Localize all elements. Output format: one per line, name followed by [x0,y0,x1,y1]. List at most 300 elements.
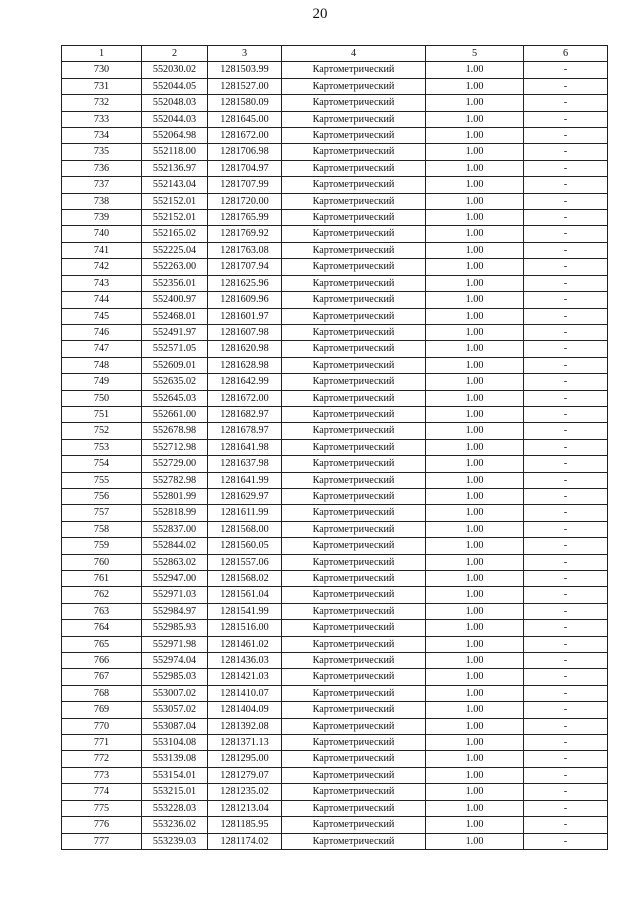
description-cell: - [524,406,608,422]
x-coordinate-cell: 552782.98 [142,472,208,488]
method-cell: Картометрический [282,177,426,193]
accuracy-cell: 1.00 [426,193,524,209]
point-number-cell: 767 [62,669,142,685]
method-cell: Картометрический [282,95,426,111]
y-coordinate-cell: 1281607.98 [208,324,282,340]
point-number-cell: 756 [62,488,142,504]
y-coordinate-cell: 1281707.94 [208,259,282,275]
description-cell: - [524,439,608,455]
x-coordinate-cell: 552571.05 [142,341,208,357]
method-cell: Картометрический [282,144,426,160]
table-row [62,292,608,308]
table-row [62,439,608,455]
method-cell: Картометрический [282,554,426,570]
method-cell: Картометрический [282,341,426,357]
method-cell: Картометрический [282,653,426,669]
accuracy-cell: 1.00 [426,259,524,275]
accuracy-cell: 1.00 [426,374,524,390]
page-number: 20 [312,6,328,22]
point-number-cell: 738 [62,193,142,209]
x-coordinate-cell: 552837.00 [142,521,208,537]
method-cell: Картометрический [282,800,426,816]
x-coordinate-cell: 552143.04 [142,177,208,193]
y-coordinate-cell: 1281410.07 [208,685,282,701]
point-number-cell: 744 [62,292,142,308]
point-number-cell: 736 [62,160,142,176]
method-cell: Картометрический [282,275,426,291]
point-number-cell: 760 [62,554,142,570]
column-header: 2 [142,46,208,62]
x-coordinate-cell: 552491.97 [142,324,208,340]
description-cell: - [524,587,608,603]
point-number-cell: 766 [62,653,142,669]
point-number-cell: 775 [62,800,142,816]
method-cell: Картометрический [282,292,426,308]
table-row [62,374,608,390]
table-row [62,144,608,160]
table-row [62,554,608,570]
table-row [62,587,608,603]
table-row [62,472,608,488]
description-cell: - [524,488,608,504]
x-coordinate-cell: 552064.98 [142,128,208,144]
x-coordinate-cell: 552609.01 [142,357,208,373]
y-coordinate-cell: 1281704.97 [208,160,282,176]
method-cell: Картометрический [282,390,426,406]
point-number-cell: 770 [62,718,142,734]
point-number-cell: 757 [62,505,142,521]
table-row [62,177,608,193]
method-cell: Картометрический [282,735,426,751]
y-coordinate-cell: 1281568.02 [208,571,282,587]
table-row [62,767,608,783]
method-cell: Картометрический [282,472,426,488]
accuracy-cell: 1.00 [426,341,524,357]
description-cell: - [524,751,608,767]
y-coordinate-cell: 1281295.00 [208,751,282,767]
method-cell: Картометрический [282,423,426,439]
accuracy-cell: 1.00 [426,521,524,537]
description-cell: - [524,784,608,800]
point-number-cell: 768 [62,685,142,701]
accuracy-cell: 1.00 [426,669,524,685]
description-cell: - [524,833,608,849]
x-coordinate-cell: 553239.03 [142,833,208,849]
x-coordinate-cell: 552985.93 [142,620,208,636]
description-cell: - [524,128,608,144]
table-row [62,341,608,357]
method-cell: Картометрический [282,210,426,226]
point-number-cell: 742 [62,259,142,275]
table-row [62,357,608,373]
accuracy-cell: 1.00 [426,456,524,472]
y-coordinate-cell: 1281672.00 [208,128,282,144]
method-cell: Картометрический [282,128,426,144]
table-row [62,62,608,78]
x-coordinate-cell: 552844.02 [142,538,208,554]
y-coordinate-cell: 1281527.00 [208,78,282,94]
y-coordinate-cell: 1281611.99 [208,505,282,521]
point-number-cell: 772 [62,751,142,767]
point-number-cell: 741 [62,242,142,258]
y-coordinate-cell: 1281637.98 [208,456,282,472]
point-number-cell: 763 [62,603,142,619]
y-coordinate-cell: 1281541.99 [208,603,282,619]
description-cell: - [524,817,608,833]
accuracy-cell: 1.00 [426,587,524,603]
table-row [62,259,608,275]
table-row [62,669,608,685]
description-cell: - [524,341,608,357]
table-row [62,390,608,406]
y-coordinate-cell: 1281641.98 [208,439,282,455]
description-cell: - [524,324,608,340]
y-coordinate-cell: 1281461.02 [208,636,282,652]
description-cell: - [524,685,608,701]
description-cell: - [524,308,608,324]
method-cell: Картометрический [282,718,426,734]
y-coordinate-cell: 1281174.02 [208,833,282,849]
point-number-cell: 740 [62,226,142,242]
description-cell: - [524,538,608,554]
point-number-cell: 758 [62,521,142,537]
y-coordinate-cell: 1281557.06 [208,554,282,570]
point-number-cell: 776 [62,817,142,833]
description-cell: - [524,210,608,226]
header-row [62,46,608,62]
point-number-cell: 746 [62,324,142,340]
table-row [62,275,608,291]
description-cell: - [524,620,608,636]
method-cell: Картометрический [282,538,426,554]
description-cell: - [524,144,608,160]
description-cell: - [524,226,608,242]
column-header: 6 [524,46,608,62]
accuracy-cell: 1.00 [426,735,524,751]
description-cell: - [524,521,608,537]
x-coordinate-cell: 553215.01 [142,784,208,800]
y-coordinate-cell: 1281682.97 [208,406,282,422]
x-coordinate-cell: 552225.04 [142,242,208,258]
accuracy-cell: 1.00 [426,308,524,324]
accuracy-cell: 1.00 [426,128,524,144]
description-cell: - [524,259,608,275]
accuracy-cell: 1.00 [426,423,524,439]
y-coordinate-cell: 1281213.04 [208,800,282,816]
accuracy-cell: 1.00 [426,324,524,340]
y-coordinate-cell: 1281404.09 [208,702,282,718]
accuracy-cell: 1.00 [426,702,524,718]
description-cell: - [524,456,608,472]
accuracy-cell: 1.00 [426,406,524,422]
x-coordinate-cell: 553087.04 [142,718,208,734]
point-number-cell: 759 [62,538,142,554]
description-cell: - [524,603,608,619]
method-cell: Картометрический [282,456,426,472]
method-cell: Картометрический [282,603,426,619]
table-row [62,735,608,751]
x-coordinate-cell: 552048.03 [142,95,208,111]
method-cell: Картометрический [282,784,426,800]
table-row [62,308,608,324]
method-cell: Картометрический [282,62,426,78]
description-cell: - [524,177,608,193]
accuracy-cell: 1.00 [426,226,524,242]
y-coordinate-cell: 1281707.99 [208,177,282,193]
description-cell: - [524,193,608,209]
table-row [62,505,608,521]
point-number-cell: 762 [62,587,142,603]
description-cell: - [524,505,608,521]
table-row [62,571,608,587]
table-row [62,95,608,111]
point-number-cell: 735 [62,144,142,160]
point-number-cell: 747 [62,341,142,357]
point-number-cell: 737 [62,177,142,193]
x-coordinate-cell: 552729.00 [142,456,208,472]
method-cell: Картометрический [282,571,426,587]
x-coordinate-cell: 553154.01 [142,767,208,783]
point-number-cell: 749 [62,374,142,390]
y-coordinate-cell: 1281629.97 [208,488,282,504]
description-cell: - [524,702,608,718]
accuracy-cell: 1.00 [426,505,524,521]
accuracy-cell: 1.00 [426,160,524,176]
method-cell: Картометрический [282,308,426,324]
x-coordinate-cell: 552468.01 [142,308,208,324]
method-cell: Картометрический [282,751,426,767]
point-number-cell: 750 [62,390,142,406]
method-cell: Картометрический [282,357,426,373]
table-row [62,751,608,767]
y-coordinate-cell: 1281580.09 [208,95,282,111]
accuracy-cell: 1.00 [426,472,524,488]
x-coordinate-cell: 552971.03 [142,587,208,603]
x-coordinate-cell: 552263.00 [142,259,208,275]
accuracy-cell: 1.00 [426,78,524,94]
accuracy-cell: 1.00 [426,275,524,291]
accuracy-cell: 1.00 [426,817,524,833]
accuracy-cell: 1.00 [426,177,524,193]
table-row [62,128,608,144]
description-cell: - [524,111,608,127]
table-row [62,538,608,554]
point-number-cell: 771 [62,735,142,751]
point-number-cell: 733 [62,111,142,127]
method-cell: Картометрический [282,226,426,242]
table-row [62,78,608,94]
table-row [62,718,608,734]
table-row [62,423,608,439]
method-cell: Картометрический [282,669,426,685]
table-row [62,620,608,636]
x-coordinate-cell: 552152.01 [142,210,208,226]
table-row [62,193,608,209]
description-cell: - [524,472,608,488]
table-row [62,603,608,619]
x-coordinate-cell: 552678.98 [142,423,208,439]
y-coordinate-cell: 1281628.98 [208,357,282,373]
point-number-cell: 748 [62,357,142,373]
x-coordinate-cell: 553139.08 [142,751,208,767]
point-number-cell: 769 [62,702,142,718]
x-coordinate-cell: 552030.02 [142,62,208,78]
accuracy-cell: 1.00 [426,554,524,570]
point-number-cell: 752 [62,423,142,439]
description-cell: - [524,554,608,570]
description-cell: - [524,78,608,94]
description-cell: - [524,636,608,652]
point-number-cell: 739 [62,210,142,226]
y-coordinate-cell: 1281568.00 [208,521,282,537]
y-coordinate-cell: 1281609.96 [208,292,282,308]
y-coordinate-cell: 1281503.99 [208,62,282,78]
column-header: 4 [282,46,426,62]
column-header: 1 [62,46,142,62]
point-number-cell: 743 [62,275,142,291]
description-cell: - [524,357,608,373]
accuracy-cell: 1.00 [426,784,524,800]
x-coordinate-cell: 552661.00 [142,406,208,422]
description-cell: - [524,571,608,587]
x-coordinate-cell: 552152.01 [142,193,208,209]
method-cell: Картометрический [282,111,426,127]
accuracy-cell: 1.00 [426,144,524,160]
method-cell: Картометрический [282,242,426,258]
y-coordinate-cell: 1281185.95 [208,817,282,833]
coordinates-table [61,45,608,850]
accuracy-cell: 1.00 [426,439,524,455]
method-cell: Картометрический [282,587,426,603]
description-cell: - [524,423,608,439]
y-coordinate-cell: 1281560.05 [208,538,282,554]
description-cell: - [524,275,608,291]
x-coordinate-cell: 552635.02 [142,374,208,390]
x-coordinate-cell: 552118.00 [142,144,208,160]
point-number-cell: 734 [62,128,142,144]
y-coordinate-cell: 1281763.08 [208,242,282,258]
point-number-cell: 754 [62,456,142,472]
x-coordinate-cell: 553104.08 [142,735,208,751]
y-coordinate-cell: 1281641.99 [208,472,282,488]
x-coordinate-cell: 552400.97 [142,292,208,308]
y-coordinate-cell: 1281706.98 [208,144,282,160]
table-row [62,636,608,652]
description-cell: - [524,292,608,308]
accuracy-cell: 1.00 [426,538,524,554]
table-row [62,324,608,340]
accuracy-cell: 1.00 [426,620,524,636]
method-cell: Картометрический [282,374,426,390]
accuracy-cell: 1.00 [426,653,524,669]
y-coordinate-cell: 1281625.96 [208,275,282,291]
y-coordinate-cell: 1281279.07 [208,767,282,783]
point-number-cell: 764 [62,620,142,636]
x-coordinate-cell: 553236.02 [142,817,208,833]
accuracy-cell: 1.00 [426,800,524,816]
description-cell: - [524,653,608,669]
method-cell: Картометрический [282,160,426,176]
table-row [62,456,608,472]
table-row [62,685,608,701]
accuracy-cell: 1.00 [426,751,524,767]
table-row [62,800,608,816]
table-row [62,111,608,127]
accuracy-cell: 1.00 [426,292,524,308]
accuracy-cell: 1.00 [426,685,524,701]
column-header: 3 [208,46,282,62]
x-coordinate-cell: 553057.02 [142,702,208,718]
x-coordinate-cell: 553007.02 [142,685,208,701]
x-coordinate-cell: 552356.01 [142,275,208,291]
table-row [62,521,608,537]
method-cell: Картометрический [282,324,426,340]
method-cell: Картометрический [282,521,426,537]
description-cell: - [524,242,608,258]
description-cell: - [524,390,608,406]
table-row [62,226,608,242]
y-coordinate-cell: 1281601.97 [208,308,282,324]
accuracy-cell: 1.00 [426,488,524,504]
point-number-cell: 730 [62,62,142,78]
accuracy-cell: 1.00 [426,636,524,652]
method-cell: Картометрический [282,833,426,849]
point-number-cell: 732 [62,95,142,111]
table-row [62,817,608,833]
accuracy-cell: 1.00 [426,571,524,587]
y-coordinate-cell: 1281672.00 [208,390,282,406]
x-coordinate-cell: 552801.99 [142,488,208,504]
method-cell: Картометрический [282,193,426,209]
accuracy-cell: 1.00 [426,390,524,406]
x-coordinate-cell: 552971.98 [142,636,208,652]
method-cell: Картометрический [282,636,426,652]
table-row [62,160,608,176]
x-coordinate-cell: 552645.03 [142,390,208,406]
accuracy-cell: 1.00 [426,357,524,373]
x-coordinate-cell: 552044.05 [142,78,208,94]
accuracy-cell: 1.00 [426,210,524,226]
y-coordinate-cell: 1281678.97 [208,423,282,439]
y-coordinate-cell: 1281769.92 [208,226,282,242]
x-coordinate-cell: 552974.04 [142,653,208,669]
description-cell: - [524,374,608,390]
y-coordinate-cell: 1281645.00 [208,111,282,127]
description-cell: - [524,767,608,783]
table-row [62,242,608,258]
x-coordinate-cell: 552947.00 [142,571,208,587]
accuracy-cell: 1.00 [426,62,524,78]
accuracy-cell: 1.00 [426,603,524,619]
description-cell: - [524,669,608,685]
y-coordinate-cell: 1281436.03 [208,653,282,669]
accuracy-cell: 1.00 [426,95,524,111]
table-row [62,406,608,422]
method-cell: Картометрический [282,259,426,275]
point-number-cell: 774 [62,784,142,800]
table-row [62,833,608,849]
point-number-cell: 761 [62,571,142,587]
method-cell: Картометрический [282,685,426,701]
y-coordinate-cell: 1281392.08 [208,718,282,734]
x-coordinate-cell: 553228.03 [142,800,208,816]
method-cell: Картометрический [282,488,426,504]
method-cell: Картометрический [282,767,426,783]
y-coordinate-cell: 1281516.00 [208,620,282,636]
description-cell: - [524,62,608,78]
point-number-cell: 765 [62,636,142,652]
y-coordinate-cell: 1281561.04 [208,587,282,603]
